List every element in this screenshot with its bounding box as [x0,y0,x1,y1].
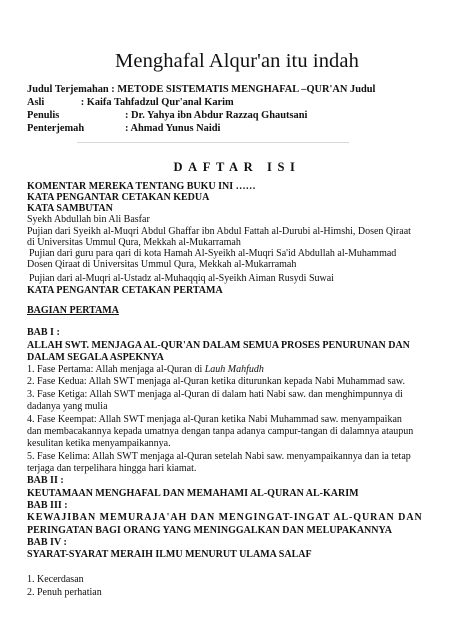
toc-bagian-pertama: BAGIAN PERTAMA [27,305,119,316]
toc-bab-4: BAB IV : [27,537,67,548]
toc-fase-4b: dan membacakannya kepada umatnya dengan tanpa adanya campur-tangan di dalamnya ataupun [27,426,414,437]
toc-fase-1 [27,364,264,377]
toc-pujian-1b: di Universitas Ummul Qura, Mekkah al-Mukarramah [27,237,241,248]
meta-penterjemah [27,122,220,136]
toc-pujian-2b: Dosen Qiraat di Universitas Ummul Qura, Mekkah al-Mukarramah [27,259,297,270]
toc-fase-1-italic: Lauh Mahfudh [204,364,264,375]
meta-judul-asli-text: Asli : Kaifa Tahfadzul Qur'anal Karim [27,97,234,108]
toc-fase-1-prefix: 1. Fase Pertama: Allah menjaga al-Quran di [27,364,203,375]
toc-fase-4c: kesulitan ketika menyampaikannya. [27,438,171,449]
meta-penulis-value: : Dr. Yahya ibn Abdur Razzaq Ghautsani [125,110,308,121]
toc-fase-3b: dadanya yang mulia [27,401,108,412]
toc-kata-pengantar-kedua: KATA PENGANTAR CETAKAN KEDUA [27,192,210,203]
toc-pujian-3: Pujian dari al-Muqri al-Ustadz al-Muhaqqiq al-Syeikh Aiman Rusydi Suwai [29,273,334,284]
toc-fase-5b: terjaga dan terpelihara hingga hari kiamat. [27,463,197,474]
toc-bab-1: BAB I : [27,327,60,338]
toc-bab-3-title-b: PERINGATAN BAGI ORANG YANG MENINGGALKAN DAN MELUPAKANNYA [27,525,393,536]
toc-bab-1-title-a: ALLAH SWT. MENJAGA AL-QUR'AN DALAM SEMUA PROSES PENURUNAN DAN [27,340,410,351]
toc-fase-4a: 4. Fase Keempat: Allah SWT menjaga al-Quran ketika Nabi Muhammad saw. menyampaikan [27,414,402,425]
toc-item-2: 2. Penuh perhatian [27,587,102,598]
toc-fase-3a: 3. Fase Ketiga: Allah SWT menjaga al-Quran di dalam hati Nabi saw. dan menghimpunnya di [27,389,403,400]
toc-bab-2: BAB II : [27,475,64,486]
toc-bab-1-title-b: DALAM SEGALA ASPEKNYA [27,352,164,363]
toc-item-1: 1. Kecerdasan [27,574,84,585]
toc-pujian-1a: Pujian dari Syeikh al-Muqri Abdul Ghaffar ibn Abdul Fattah al-Durubi al-Himshi, Dosen Qiraat [27,226,411,237]
document-title: Menghafal Alqur'an itu indah [115,50,359,72]
divider-line [77,142,349,143]
meta-penterjemah-label: Penterjemah [27,123,85,134]
toc-bab-3: BAB III : [27,500,68,511]
meta-penulis [27,109,307,123]
toc-kata-pengantar-pertama: KATA PENGANTAR CETAKAN PERTAMA [27,285,223,296]
toc-fase-2: 2. Fase Kedua: Allah SWT menjaga al-Quran ketika diturunkan kepada Nabi Muhammad saw. [27,376,405,387]
meta-judul-terjemahan: Judul Terjemahan : METODE SISTEMATIS MENGHAFAL –QUR'AN Judul [27,84,376,95]
toc-bab-2-title: KEUTAMAAN MENGHAFAL DAN MEMAHAMI AL-QURAN AL-KARIM [27,488,359,499]
meta-penterjemah-value: : Ahmad Yunus Naidi [125,123,221,134]
daftar-isi-heading: DAFTAR ISI [173,160,301,174]
toc-komentar: KOMENTAR MEREKA TENTANG BUKU INI …… [27,181,256,192]
toc-bab-3-title-a: KEWAJIBAN MEMURAJA'AH DAN MENGINGAT-INGAT AL-QURAN DAN [27,512,423,523]
toc-fase-5a: 5. Fase Kelima: Allah SWT menjaga al-Quran setelah Nabi saw. menyampaikannya dan ia tetap [27,451,411,462]
toc-bab-4-title: SYARAT-SYARAT MERAIH ILMU MENURUT ULAMA SALAF [27,549,312,560]
toc-pujian-2a: Pujian dari guru para qari di kota Hamah Al-Syeikh al-Muqri Sa'id Abdullah al-Muhammad [29,248,397,259]
meta-judul-asli [27,96,234,110]
toc-syekh: Syekh Abdullah bin Ali Basfar [27,214,150,225]
toc-kata-sambutan: KATA SAMBUTAN [27,203,113,214]
meta-penulis-label: Penulis [27,110,60,121]
